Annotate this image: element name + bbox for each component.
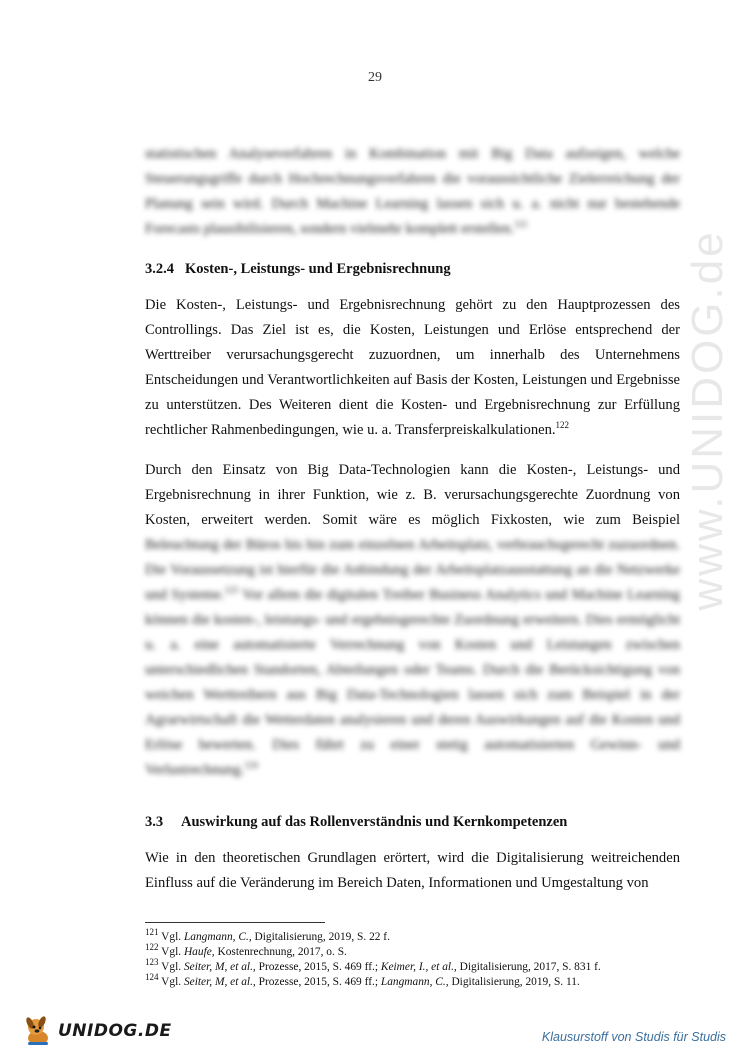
paragraph-cost-accounting: Die Kosten-, Leistungs- und Ergebnisrechnung gehört zu den Hauptprozessen des Controllings. Das Ziel ist es, die Kosten, Leistungen und Erlöse entsprechend der Werttreiber verursachungsgerecht zuzuordnen, um innerhalb des Unternehmens Entscheidungen und Verantwortlichkeiten auf Basis der Kosten, Leistungen und Ergebnisse zu unterstützen. Des Weiteren dient die Kosten- und Ergebnisrechnung zur Erfüllung rechtlicher Rahmenbedingungen, wie u. a. Transferpreiskalkulationen.$^{122}$ <box>145 297 680 438</box>
footnote-ref: 122 <box>555 420 570 431</box>
blurred-text: Beleuchtung der Büros bis hin zum einzelnen Arbeitsplatz, verbrauchsgerecht zuzuordnen. Die Voraussetzung ist hierfür die Anbindung der Arbeitsplatzausstattung an die Netzwerke und Systeme.$^{123}$ Vor allem die digitalen Treiber Business Analytics und Machine Learning können die kosten-, leistungs- und ergebnisgerechte Zuordnung erweitern. Dies ermöglicht u. a. eine automatisierte Verrechnung von Kosten und Leistungen zwischen unterschiedlichen Standorten, Abteilungen oder Teams. Durch die Berücksichtigung von weichen Werttreibern aus Big Data-Technologien lassen sich zum Beispiel in der Agrarwirtschaft die Wetterdaten analysieren und deren Auswirkungen auf die Kosten und Erlöse bewerten. Dies führt zu einer stetig automatisierten Gewinn- und Verlustrechnung.$^{124}$ <box>145 537 680 778</box>
section-title: Kosten-, Leistungs- und Ergebnisrechnung <box>185 261 451 277</box>
section-heading-3-3 <box>145 814 567 831</box>
dog-icon <box>22 1014 56 1048</box>
section-number: 3.2.4 <box>145 261 174 277</box>
footnote-divider <box>145 922 325 923</box>
footnote-121: $^{121}$ Vgl. Langmann, C., Digitalisierung, 2019, S. 22 f. <box>145 927 390 943</box>
paragraph-big-data-technologies: Durch den Einsatz von Big Data-Technologien kann die Kosten-, Leistungs- und Ergebnisrechnung in ihrer Funktion, wie z. B. verursachungsgerechte Zuordnung von Kosten, erweitert werden. Somit wäre es möglich Fixkosten, wie zum Beispiel Beleuchtung der Büros bis hin zum einzelnen Arbeitsplatz, verbrauchsgerecht zuzuordnen. Die Voraussetzung ist hierfür die Anbindung der Arbeitsplatzausstattung an die Netzwerke und Systeme.$^{123}$ Vor allem die digitalen Treiber Business Analytics und Machine Learning können die kosten-, leistungs- und ergebnisgerechte Zuordnung erweitern. Dies ermöglicht u. a. eine automatisierte Verrechnung von Kosten und Leistungen zwischen unterschiedlichen Standorten, Abteilungen oder Teams. Durch die Berücksichtigung von weichen Werttreibern aus Big Data-Technologien lassen sich zum Beispiel in der Agrarwirtschaft die Wetterdaten analysieren und deren Auswirkungen auf die Kosten und Erlöse bewerten. Dies führt zu einer stetig automatisierten Gewinn- und Verlustrechnung.$^{124}$ <box>145 462 680 778</box>
section-number: 3.3 <box>145 814 164 830</box>
paragraph-role-understanding: Wie in den theoretischen Grundlagen erörtert, wird die Digitalisierung weitreichenden Einfluss auf die Veränderung im Bereich Daten, Informationen und Umgestaltung von <box>145 850 680 891</box>
footnote-123: $^{123}$ Vgl. Seiter, M, et al., Prozesse, 2015, S. 469 ff.; Keimer, I., et al., Digitalisierung, 2017, S. 831 f. <box>145 957 601 973</box>
page-number: 29 <box>368 70 382 85</box>
unidog-logo <box>22 1013 172 1049</box>
footnote-122: $^{122}$ Vgl. Haufe, Kostenrechnung, 2017, o. S. <box>145 942 347 958</box>
logo-text: UNIDOG.DE <box>58 1021 172 1041</box>
tagline: Klausurstoff von Studis für Studis <box>541 1030 726 1044</box>
footnote-124: $^{124}$ Vgl. Seiter, M, et al., Prozesse, 2015, S. 469 ff.; Langmann, C., Digitalisierung, 2019, S. 11. <box>145 972 580 988</box>
blurred-intro-paragraph: statistischen Analyseverfahren in Kombination mit Big Data aufzeigen, welche Steuerungsgriffe durch Hochrechnungsverfahren die voraussichtliche Zielerreichung der Planung sein wird. Durch Machine Learning lassen sich u. a. nicht nur bestehende Forecasts plausibilisieren, sondern vielmehr komplett erstellen.$^{121}$ <box>145 146 680 237</box>
footnotes <box>145 927 685 990</box>
watermark: www.UNIDOG.de <box>683 229 732 611</box>
section-title: Auswirkung auf das Rollenverständnis und Kernkompetenzen <box>181 814 568 830</box>
section-heading-3-2-4 <box>145 261 451 278</box>
